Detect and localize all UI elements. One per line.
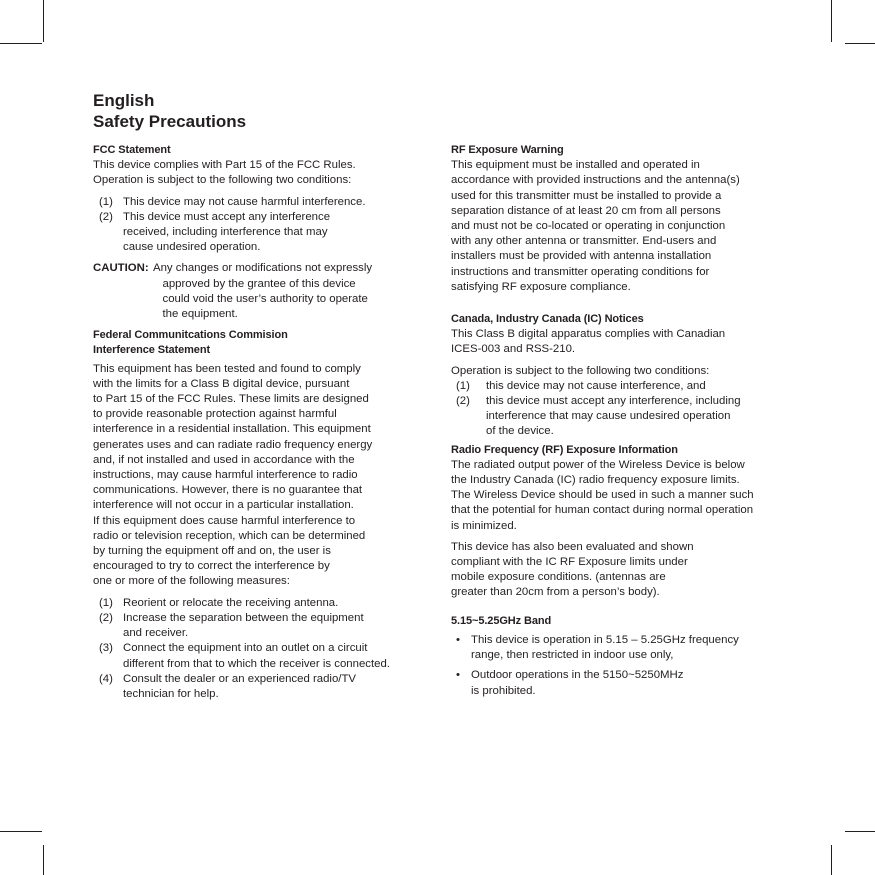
list-item (456, 668, 791, 698)
fcc-conditions-list (99, 195, 433, 256)
list-item-text: This device may not cause harmful interference. (123, 195, 366, 208)
list-item-text: This device must accept any interference received, including interference that may cause undesired operation. (123, 210, 331, 254)
rf-info-body-2: This device has also been evaluated and shown compliant with the IC RF Exposure limits under mobile exposure conditions. (antennas are greater than 20cm from a person’s body). (451, 540, 694, 599)
list-item (99, 596, 433, 611)
list-item (99, 611, 433, 641)
list-item (456, 633, 791, 663)
page-title-language: English (93, 91, 155, 110)
ic-conditions-list (451, 379, 791, 440)
crop-mark-top-right-v (831, 0, 832, 42)
caution-label: CAUTION: (93, 262, 149, 275)
list-item-text: Increase the separation between the equipment and receiver. (123, 611, 364, 640)
band-bullets-list (451, 633, 791, 699)
fed-heading: Federal Communitcations Commision Interference Statement (93, 329, 288, 357)
list-item-number: (3) (99, 642, 113, 655)
rf-info-body: The radiated output power of the Wireless Device is below the Industry Canada (IC) radio frequency exposure limits. The Wireless Device should be used in such a manner such that the potential for human contact during normal operation is minimized. (451, 458, 754, 532)
rf-info-heading: Radio Frequency (RF) Exposure Information (451, 443, 678, 456)
fcc-heading: FCC Statement (93, 144, 171, 156)
list-item-number: (2) (99, 210, 113, 223)
list-item-number: (1) (456, 379, 470, 392)
list-item-text: this device may not cause interference, and (486, 379, 706, 392)
ic-body: This Class B digital apparatus complies with Canadian ICES-003 and RSS-210. (451, 328, 726, 356)
page-title (93, 90, 246, 132)
list-item (99, 672, 433, 702)
caution-note (93, 261, 433, 322)
crop-mark-top-left-h (0, 43, 42, 44)
measures-list (99, 596, 433, 702)
list-item-text: this device must accept any interference, including interference that may cause undesired operation of the device. (486, 395, 741, 438)
list-item-number: (4) (99, 672, 113, 685)
list-item (456, 379, 791, 394)
band-heading: 5.15~5.25GHz Band (451, 614, 552, 627)
crop-mark-bottom-left-h (0, 831, 42, 832)
crop-mark-top-left-v (43, 0, 44, 42)
crop-mark-bottom-right-v (831, 845, 832, 875)
ic-heading: Canada, Industry Canada (IC) Notices (451, 313, 644, 326)
caution-text: Any changes or modifications not expressly approved by the grantee of this device could void the user’s authority to operate the equipment. (153, 262, 373, 321)
fed-body: This equipment has been tested and found to comply with the limits for a Class B digital device, pursuant to Part 15 of the FCC Rules. These limits are designed to provide reasonable protection against harmful interference in a residential installation. This equipment generates uses and can radiate radio frequency energy and, if not installed and used in accordance with the instructions, may cause harmful interference to radio communications. However, there is no guarantee that interference will not occur in a particular installation. If this equipment does cause harmful interference to radio or television reception, which can be determined by turning the equipment off and on, the user is encouraged to try to correct the interference by one or more of the following measures: (93, 362, 373, 588)
page-title-main: Safety Precautions (93, 112, 247, 131)
crop-mark-bottom-left-v (43, 845, 44, 875)
list-item-text: This device is operation in 5.15 – 5.25GHz frequency range, then restricted in indoor use only, (471, 633, 739, 662)
list-item-number: (2) (99, 611, 113, 624)
list-item-number: (2) (456, 395, 470, 408)
crop-mark-top-right-h (845, 43, 875, 44)
list-item-number: (1) (99, 596, 113, 609)
crop-mark-bottom-right-h (845, 831, 875, 832)
list-item (99, 210, 433, 256)
ic-intro: Operation is subject to the following two conditions: (451, 364, 710, 377)
list-item (456, 394, 791, 440)
list-item-text: Reorient or relocate the receiving antenna. (123, 596, 339, 609)
right-column (451, 143, 791, 699)
list-item (99, 641, 433, 671)
list-item (99, 195, 433, 210)
left-column (93, 143, 433, 702)
bullet-icon: • (456, 633, 460, 646)
fcc-intro: This device complies with Part 15 of the FCC Rules. Operation is subject to the following two conditions: (93, 159, 356, 187)
bullet-icon: • (456, 669, 460, 682)
list-item-number: (1) (99, 195, 113, 208)
list-item-text: Connect the equipment into an outlet on a circuit different from that to which the receiver is connected. (123, 642, 390, 670)
rf-warning-heading: RF Exposure Warning (451, 144, 564, 156)
list-item-text: Consult the dealer or an experienced radio/TV technician for help. (123, 672, 357, 700)
rf-warning-body: This equipment must be installed and operated in accordance with provided instructions and the antenna(s) used for this transmitter must be installed to provide a separation distance of at least 20 cm from all persons and must not be co-located or operating in conjunction with any other antenna or transmitter. End-users and installers must be provided with antenna installation instructions and transmitter operating conditions for satisfying RF exposure compliance. (451, 159, 740, 293)
list-item-text: Outdoor operations in the 5150~5250MHz is prohibited. (471, 669, 684, 697)
